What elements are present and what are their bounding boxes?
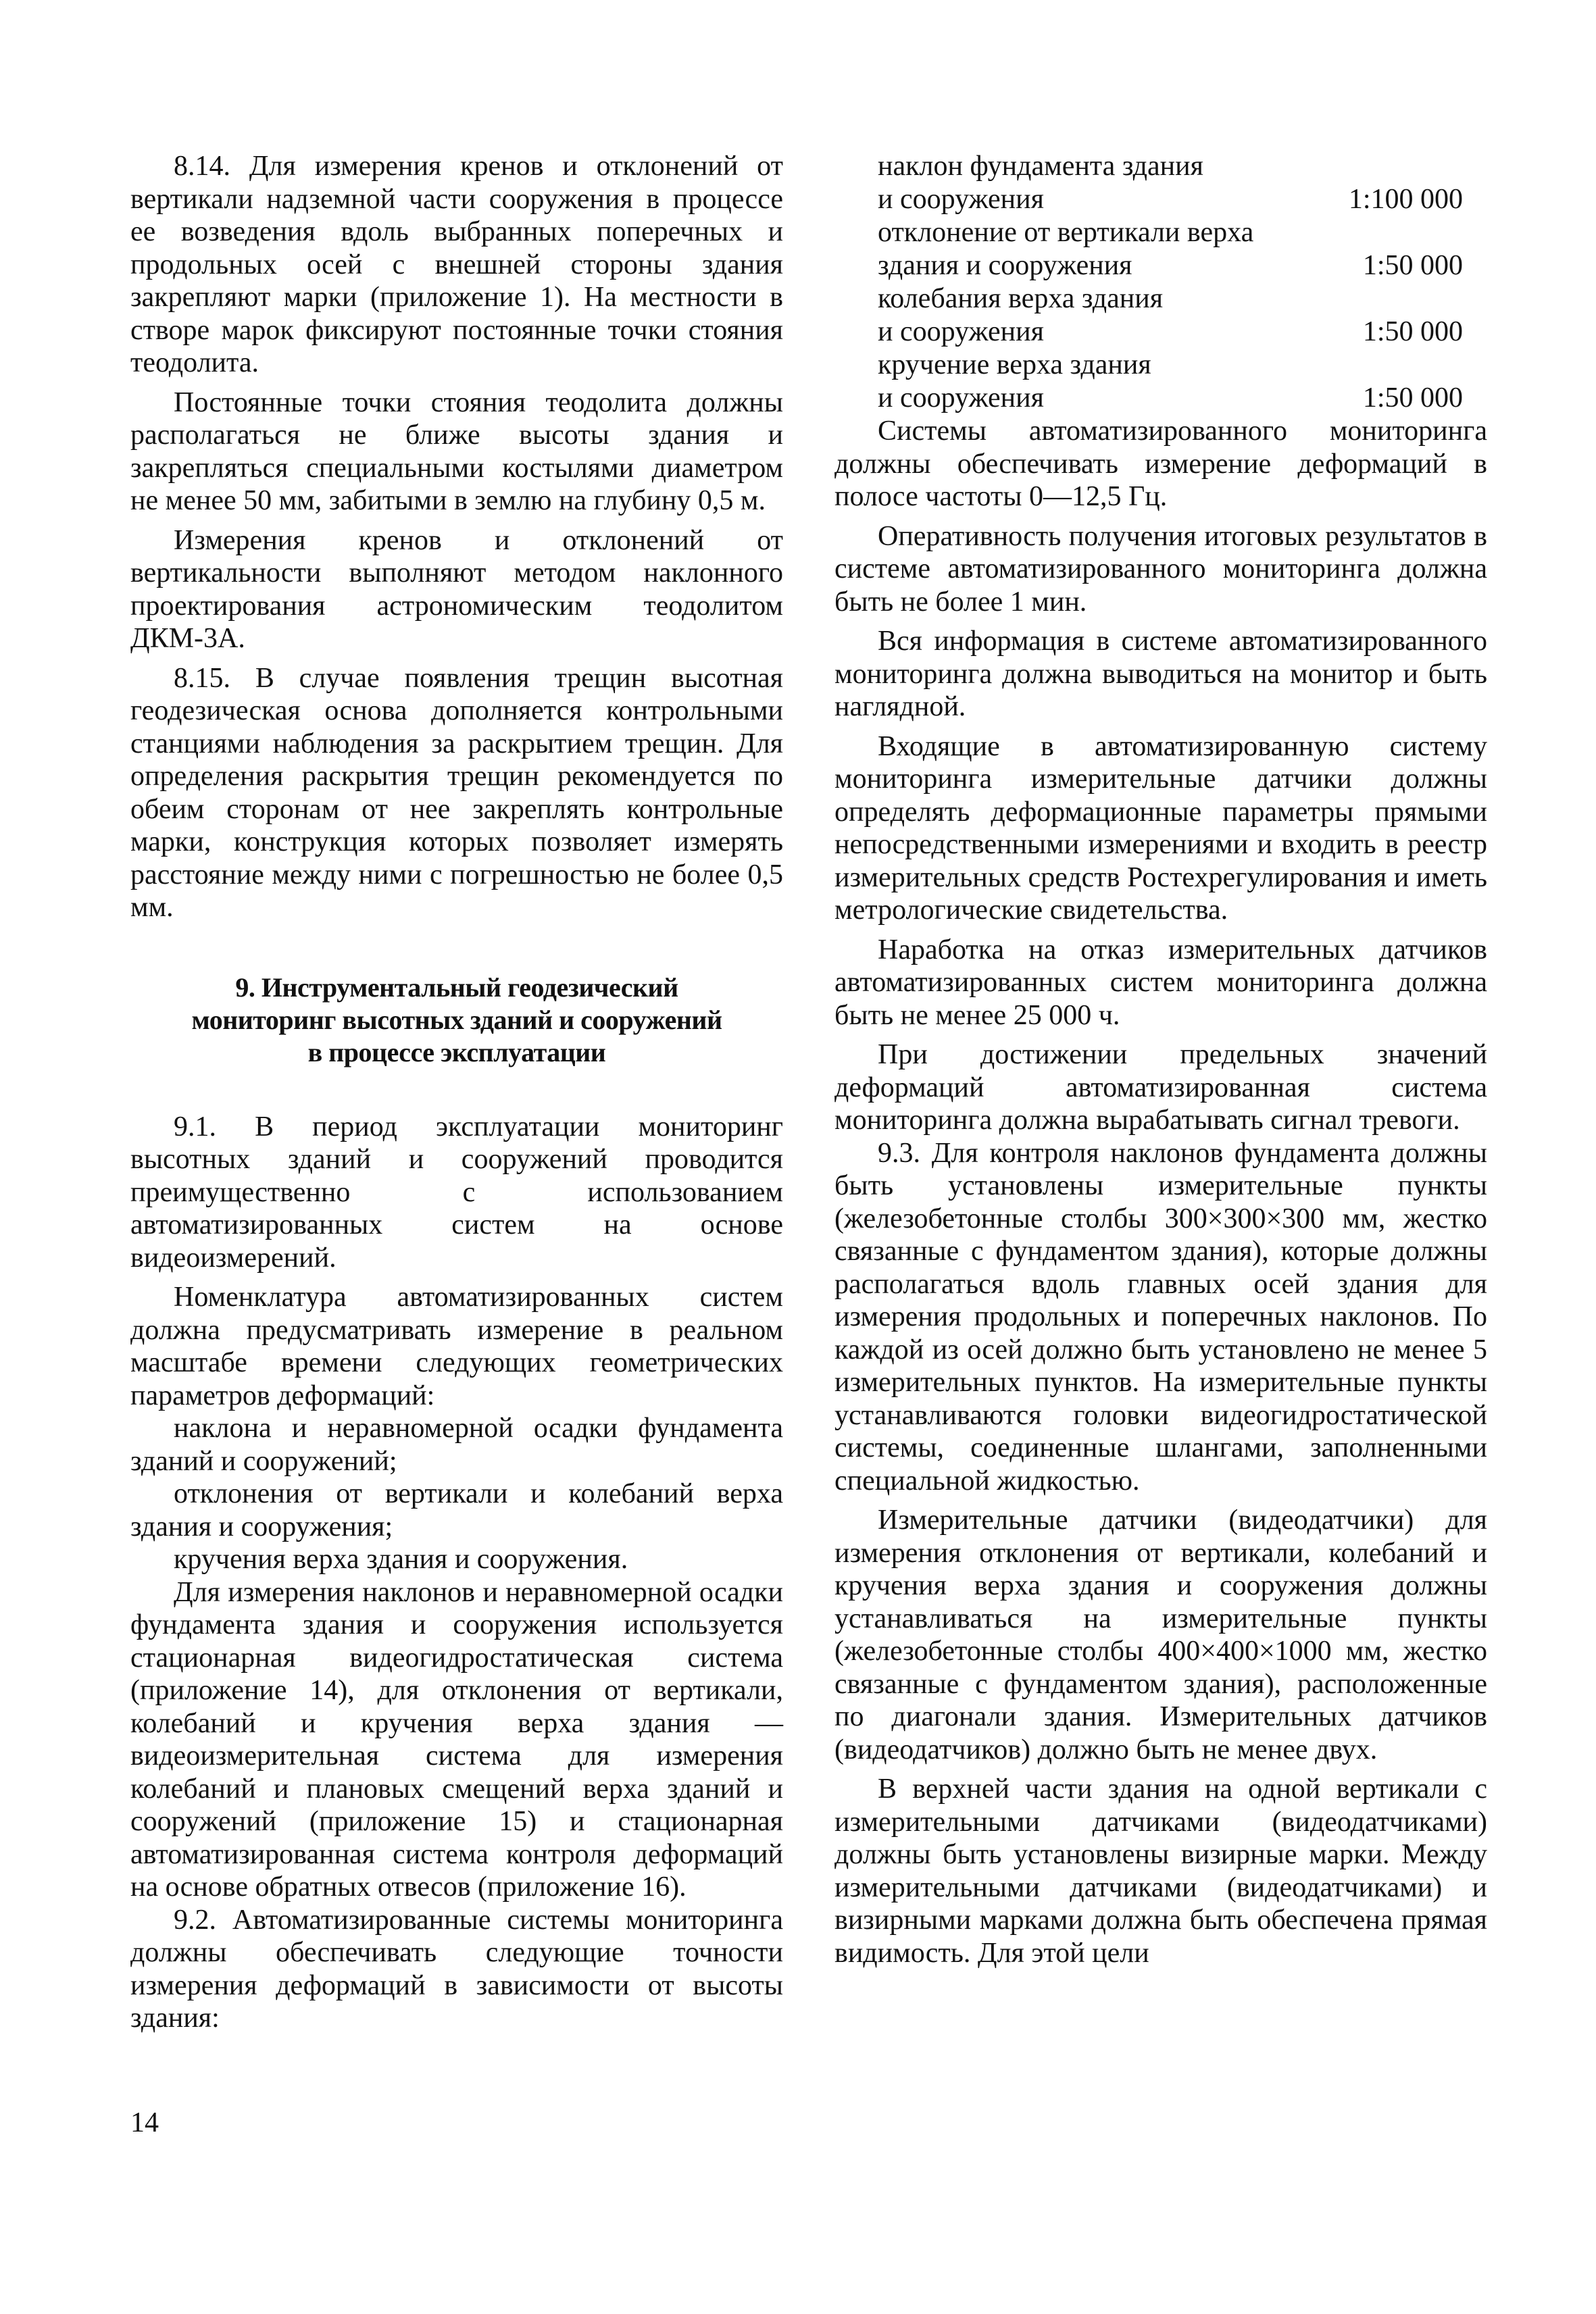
- paragraph-theodolite-points: Постоянные точки стояния теодолита должны располагаться не ближе высоты здания и закрепляться специальными костылями диаметром не менее 50 мм, забитыми в землю на глубину 0,5 м.: [130, 386, 783, 516]
- paragraph-8-14: 8.14. Для измерения кренов и отклонений от вертикали надземной части сооружения в процессе ее возведения вдоль выбранных поперечных и продольных осей с внешней стороны здания закрепляют марки (приложение 1). На местности в створе марок фиксируют постоянные точки стояния теодолита.: [130, 151, 783, 378]
- list-item-foundation: наклона и неравномерной осадки фундамента зданий и сооружений;: [130, 1413, 783, 1477]
- accuracy-item-name: и сооружения: [878, 316, 1044, 347]
- accuracy-item: [834, 282, 1487, 349]
- section-heading-line: 9. Инструментальный геодезический: [235, 972, 678, 1003]
- accuracy-item-ratio: 1:100 000: [1348, 184, 1463, 215]
- accuracy-item-lead: колебания верха здания: [878, 283, 1164, 314]
- paragraph-measurement-systems: Для измерения наклонов и неравномерной осадки фундамента здания и сооружения используется стационарная видеогидростатическая система (приложение 14), для отклонения от вертикали, колебаний и кручения верха здания — видеоизмерительная система для измерения колебаний и плановых смещений верха зданий и сооружений (приложение 15) и стационарная автоматизированная система контроля деформаций на основе обратных отвесов (приложение 16).: [130, 1576, 783, 1903]
- accuracy-item: [834, 150, 1487, 216]
- accuracy-item-name: и сооружения: [878, 382, 1044, 413]
- accuracy-item-ratio: 1:50 000: [1362, 316, 1463, 347]
- left-column: [130, 150, 783, 2035]
- paragraph-alarm: При достижении предельных значений деформаций автоматизированная система мониторинга должна вырабатывать сигнал тревоги.: [834, 1039, 1487, 1136]
- accuracy-item-lead: наклон фундамента здания: [878, 151, 1203, 182]
- section-heading-line: мониторинг высотных зданий и сооружений: [191, 1004, 722, 1035]
- paragraph-latency: Оперативность получения итоговых результатов в системе автоматизированного мониторинга должна быть не более 1 мин.: [834, 520, 1487, 618]
- section-heading-line: в процессе эксплуатации: [307, 1036, 606, 1067]
- accuracy-item-name: здания и сооружения: [878, 250, 1132, 281]
- right-column: [834, 150, 1487, 1969]
- section-heading-9: [130, 972, 783, 1069]
- accuracy-item-name: и сооружения: [878, 184, 1044, 215]
- accuracy-item: [834, 349, 1487, 415]
- accuracy-item-lead: отклонение от вертикали верха: [878, 217, 1254, 248]
- page-number: 14: [130, 2107, 159, 2138]
- paragraph-frequency-band: Системы автоматизированного мониторинга должны обеспечивать измерение деформаций в полосе частоты 0—12,5 Гц.: [834, 416, 1487, 512]
- paragraph-sensors-registry: Входящие в автоматизированную систему мониторинга измерительные датчики должны определять деформационные параметры прямыми непосредственными измерениями и входить в реестр измерительных средств Ростехрегулирования и иметь метрологические свидетельства.: [834, 730, 1487, 926]
- accuracy-item: [834, 216, 1487, 282]
- accuracy-item-ratio: 1:50 000: [1362, 382, 1463, 413]
- paragraph-mtbf: Наработка на отказ измерительных датчиков автоматизированных систем мониторинга должна быть не менее 25 000 ч.: [834, 934, 1487, 1031]
- accuracy-item-lead: кручение верха здания: [878, 349, 1151, 380]
- paragraph-9-1: 9.1. В период эксплуатации мониторинг высотных зданий и сооружений проводится преимущественно с использованием автоматизированных систем на основе видеоизмерений.: [130, 1111, 783, 1274]
- paragraph-roll-measurement: Измерения кренов и отклонений от вертикальности выполняют методом наклонного проектирования астрономическим теодолитом ДКМ-3А.: [130, 524, 783, 654]
- paragraph-8-15: 8.15. В случае появления трещин высотная геодезическая основа дополняется контрольными станциями наблюдения за раскрытием трещин. Для определения раскрытия трещин рекомендуется по обеим сторонам от нее закреплять контрольные марки, конструкция которых позволяет измерять расстояние между ними с погрешностью не более 0,5 мм.: [130, 662, 783, 923]
- accuracy-list: [834, 150, 1487, 415]
- list-item-torsion: кручения верха здания и сооружения.: [174, 1544, 628, 1575]
- accuracy-item-ratio: 1:50 000: [1362, 250, 1463, 281]
- paragraph-monitor-output: Вся информация в системе автоматизированного мониторинга должна выводиться на монитор и быть наглядной.: [834, 626, 1487, 722]
- paragraph-9-3: 9.3. Для контроля наклонов фундамента должны быть установлены измерительные пункты (железобетонные столбы 300×300×300 мм, жестко связанные с фундаментом здания), которые должны располагаться вдоль главных осей здания для измерения продольных и поперечных наклонов. По каждой из осей должно быть установлено не менее 5 измерительных пунктов. На измерительные пункты устанавливаются головки видеогидростатической системы, соединенные шлангами, заполненными специальной жидкостью.: [834, 1137, 1487, 1496]
- paragraph-video-sensors: Измерительные датчики (видеодатчики) для измерения отклонения от вертикали, колебаний и кручения верха здания и сооружения должны устанавливаться на измерительные пункты (железобетонные столбы 400×400×1000 мм, жестко связанные с фундаментом здания), расположенные по диагонали здания. Измерительных датчиков (видеодатчиков) должно быть не менее двух.: [834, 1505, 1487, 1765]
- list-item-deviation: отклонения от вертикали и колебаний верха здания и сооружения;: [130, 1478, 783, 1542]
- paragraph-nomenclature: Номенклатура автоматизированных систем должна предусматривать измерение в реальном масштабе времени следующих геометрических параметров деформаций:: [130, 1282, 783, 1411]
- paragraph-9-2: 9.2. Автоматизированные системы мониторинга должны обеспечивать следующие точности измерения деформаций в зависимости от высоты здания:: [130, 1904, 783, 2034]
- paragraph-sighting-marks: В верхней части здания на одной вертикали с измерительными датчиками (видеодатчиками) должны быть установлены визирные марки. Между измерительными датчиками (видеодатчиками) и визирными марками должна быть обеспечена прямая видимость. Для этой цели: [834, 1774, 1487, 1969]
